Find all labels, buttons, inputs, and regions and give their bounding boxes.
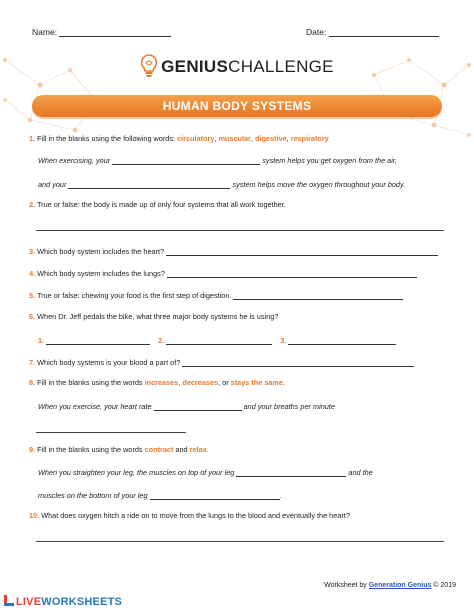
question-text: Which body systems is your blood a part of? [37,358,181,367]
question-number: 10. [29,511,40,520]
answer-blank[interactable] [182,366,414,367]
answer-blank[interactable] [68,188,230,189]
question-6-blanks [38,336,396,345]
sentence-text: and your [38,180,67,189]
page-title: HUMAN BODY SYSTEMS [162,99,312,113]
question-9 [29,445,209,454]
sentence-text: When you straighten your leg, the muscles on top of your leg [38,468,235,477]
name-blank[interactable] [59,36,171,37]
answer-blank[interactable] [288,344,396,345]
question-text: When Dr. Jeff pedals the bike, what three major body systems he is using? [37,312,279,321]
answer-blank[interactable] [166,344,272,345]
question-text: True or false: chewing your food is the first step of digestion. [37,291,232,300]
sentence-text: When you exercise, your heart rate [38,402,152,411]
sentence-text: muscles on the bottom of your leg [38,491,148,500]
sentence-text: . [279,491,282,500]
question-text: Which body system includes the lungs? [37,269,165,278]
question-text: What does oxygen hitch a ride on to move from the lungs to the blood and eventually the heart? [41,511,350,520]
separator: , [214,134,217,143]
question-text: Which body system includes the heart? [37,247,165,256]
question-number: 9. [29,445,36,454]
sentence-text: When exercising, your [38,156,111,165]
sentence-text: system helps move the oxygen throughout your body. [232,180,406,189]
name-field [32,27,171,37]
word-option: decreases [182,378,219,387]
question-8-sentence [38,402,335,411]
question-text: Fill in the blanks using the words [37,378,143,387]
answer-line[interactable] [36,541,444,542]
word-option: digestive [254,134,287,143]
blank-number: 1. [38,336,45,345]
word-option: muscular [218,134,251,143]
genius-challenge-logo [0,54,474,78]
question-8 [29,378,285,387]
question-10 [29,511,350,520]
question-number: 6. [29,312,36,321]
question-7 [29,358,414,367]
credit-line [324,582,456,589]
liveworksheets-brand [4,595,122,608]
word-option: increases [144,378,179,387]
sentence-text: and the [348,468,373,477]
separator: , [286,134,289,143]
sentence-text: and your breaths per minute [243,402,335,411]
question-number: 5. [29,291,36,300]
word-option: circulatory [177,134,215,143]
brand-text-live: LIVE [16,596,42,608]
date-label: Date: [306,27,327,37]
title-banner [32,95,442,117]
question-1-sentence-1 [38,156,397,165]
logo-text-bold: GENIUS [161,57,229,76]
date-field [306,27,439,37]
credit-link[interactable]: Generation Genius [368,582,432,589]
word-option: contract [144,445,174,454]
question-1-sentence-2 [38,180,405,189]
answer-blank[interactable] [233,299,403,300]
question-text: True or false: the body is made up of only four systems that all work together. [37,200,286,209]
blank-number: 3. [280,336,287,345]
answer-blank[interactable] [236,476,346,477]
name-label: Name: [32,27,58,37]
answer-blank[interactable] [166,255,438,256]
answer-blank[interactable] [46,344,150,345]
word-option: relax. [189,445,209,454]
liveworksheets-logo-icon [4,595,15,606]
question-3 [29,247,438,256]
question-number: 4. [29,269,36,278]
question-9-sentence-1 [38,468,373,477]
question-number: 8. [29,378,36,387]
answer-blank[interactable] [112,164,260,165]
answer-blank[interactable] [167,277,417,278]
question-1 [29,134,329,143]
question-number: 1. [29,134,36,143]
date-blank[interactable] [329,36,439,37]
question-5 [29,291,403,300]
answer-line[interactable] [36,432,186,433]
question-4 [29,269,417,278]
answer-line[interactable] [36,230,444,231]
word-option: stays the same. [230,378,286,387]
question-text: and [175,445,188,454]
answer-blank[interactable] [150,499,280,500]
logo-text-light: CHALLENGE [228,57,334,76]
separator: , [250,134,253,143]
question-number: 3. [29,247,36,256]
question-text: Fill in the blanks using the following words: [37,134,176,143]
question-2 [29,200,286,209]
word-option: respiratory [290,134,329,143]
brand-text-worksheets: WORKSHEETS [41,596,123,608]
question-number: 7. [29,358,36,367]
separator: , [178,378,181,387]
question-number: 2. [29,200,36,209]
question-text: Fill in the blanks using the words [37,445,143,454]
question-9-sentence-2 [38,491,282,500]
copyright-text: © 2019 [433,582,456,589]
separator: , or [218,378,229,387]
lightbulb-icon [140,54,158,78]
credit-text: Worksheet by [324,582,367,589]
answer-blank[interactable] [154,410,242,411]
blank-number: 2. [158,336,165,345]
sentence-text: system helps you get oxygen from the air, [262,156,397,165]
question-6 [29,312,278,321]
